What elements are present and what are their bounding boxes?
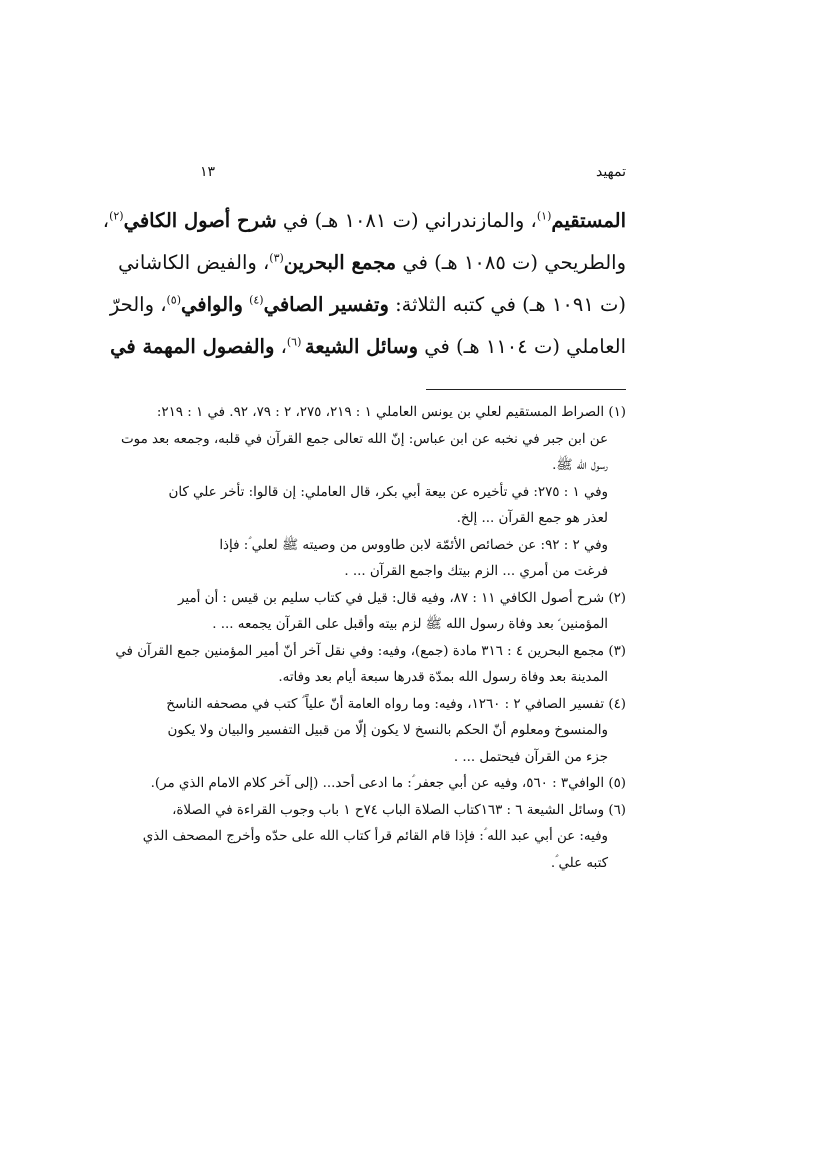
- footnote-line: جزء من القرآن فيحتمل ... .: [453, 749, 608, 765]
- book-title: وسائل الشيعة: [304, 335, 419, 358]
- footnote-line: لعذر هو جمع القرآن ... إلخ.: [456, 511, 608, 526]
- book-title: المستقيم: [551, 209, 626, 232]
- footnote-line: عن ابن جبر في نخبه عن ابن عباس: إنّ الله تعالى جمع القرآن في قلبه، وجمعه بعد موت: [121, 431, 608, 447]
- footnote-line: (٢) شرح أصول الكافي ١١ : ٨٧، وفيه قال: قيل في كتاب سليم بن قيس : أن أمير: [178, 590, 626, 606]
- footnote-line: (٣) مجمع البحرين ٤ : ٣١٦ مادة (جمع)، وفيه: وفي نقل آخر أنّ أمير المؤمنين جمع القرآن في: [115, 643, 626, 659]
- footnote-ref: (٦): [286, 335, 305, 349]
- footnote-3: [115, 639, 626, 692]
- footnote-line: المؤمنين ؑ بعد وفاة رسول الله ﷺ لزم بيته وأقبل على القرآن يجمعه ... .: [212, 617, 608, 632]
- footnote-line: (٥) الوافي٣ : ٥٦٠، وفيه عن أبي جعفر ؑ: ما ادعى أحد... (إلى آخر كلام الامام الذي مر).: [150, 776, 626, 791]
- body-line-1: [102, 200, 626, 242]
- footnote-line: والمنسوخ ومعلوم أنّ الحكم بالنسخ لا يكون إلّا من قبيل التفسير والبيان ولا يكون: [167, 723, 608, 738]
- text-run: العاملي (ت ١١٠٤ هـ) في: [418, 335, 626, 358]
- footnote-2: [178, 586, 626, 639]
- book-title: والفصول المهمة في: [110, 335, 275, 358]
- body-line-2: [118, 242, 626, 284]
- footnotes: [115, 400, 626, 877]
- page-number: ١٣: [200, 164, 216, 180]
- footnote-1: [121, 400, 626, 586]
- footnote-ref: (٣): [269, 251, 284, 265]
- text-run: ، والفيض الكاشاني: [118, 251, 270, 274]
- footnote-line: المدينة بعد وفاة رسول الله بمدّة قدرها سبعة أيام بعد وفاته.: [278, 670, 608, 685]
- footnote-line: رسول الله ﷺ.: [552, 458, 608, 473]
- text-run: ،: [274, 335, 287, 358]
- book-title: مجمع البحرين: [283, 251, 397, 274]
- footnote-ref: (٤): [249, 293, 264, 307]
- footnote-line: وفي ١ : ٢٧٥: في تأخيره عن بيعة أبي بكر، قال العاملي: إن قالوا: تأخر علي كان: [168, 484, 608, 500]
- body-text: [102, 200, 626, 368]
- footnote-line: كتبه علي ؑ.: [550, 855, 608, 871]
- footnote-ref: (٢): [109, 209, 124, 223]
- chapter-title: تمهيد: [595, 164, 626, 180]
- footnote-line: فرغت من أمري ... الزم بيتك واجمع القرآن ... .: [344, 564, 608, 579]
- text-run: والطريحي (ت ١٠٨٥ هـ) في: [396, 251, 626, 274]
- text-run: ، والحرّ: [109, 293, 167, 316]
- footnote-4: [166, 692, 626, 772]
- book-title: والوافي: [181, 293, 243, 316]
- footnote-separator: [426, 389, 626, 390]
- footnote-line: وفي ٢ : ٩٢: عن خصائص الأئمّة لابن طاووس من وصيته ﷺ لعلي ؑ: فإذا: [219, 537, 608, 553]
- book-title: وتفسير الصافي: [263, 293, 389, 316]
- footnote-line: (٦) وسائل الشيعة ٦ : ١٦٣كتاب الصلاة الباب ٧٤ح ١ باب وجوب القراءة في الصلاة،: [172, 802, 626, 818]
- book-title: شرح أصول الكافي: [123, 209, 277, 232]
- footnote-6: [142, 798, 626, 878]
- body-line-3: [109, 284, 626, 326]
- running-header: [200, 164, 626, 188]
- footnote-line: (١) الصراط المستقيم لعلي بن يونس العاملي ١ : ٢١٩، ٢٧٥، ٢ : ٧٩، ٩٢. في ١ : ٢١٩:: [156, 405, 626, 420]
- footnote-line: وفيه: عن أبي عبد الله ؑ: فإذا قام القائم قرأ كتاب الله على حدّه وأخرج المصحف الذي: [142, 829, 608, 844]
- footnote-ref: (١): [536, 209, 552, 223]
- text-run: (ت ١٠٩١ هـ) في كتبه الثلاثة:: [388, 293, 626, 316]
- footnote-5: [150, 771, 626, 798]
- footnote-line: (٤) تفسير الصافي ٢ : ١٢٦٠، وفيه: وما رواه العامة أنّ علياً ؑ كتب في مصحفه الناسخ: [166, 696, 626, 712]
- text-run: ،: [102, 209, 110, 232]
- footnote-ref: (٥): [166, 293, 182, 307]
- body-line-4: [110, 326, 626, 368]
- text-run: ، والمازندراني (ت ١٠٨١ هـ) في: [276, 209, 537, 232]
